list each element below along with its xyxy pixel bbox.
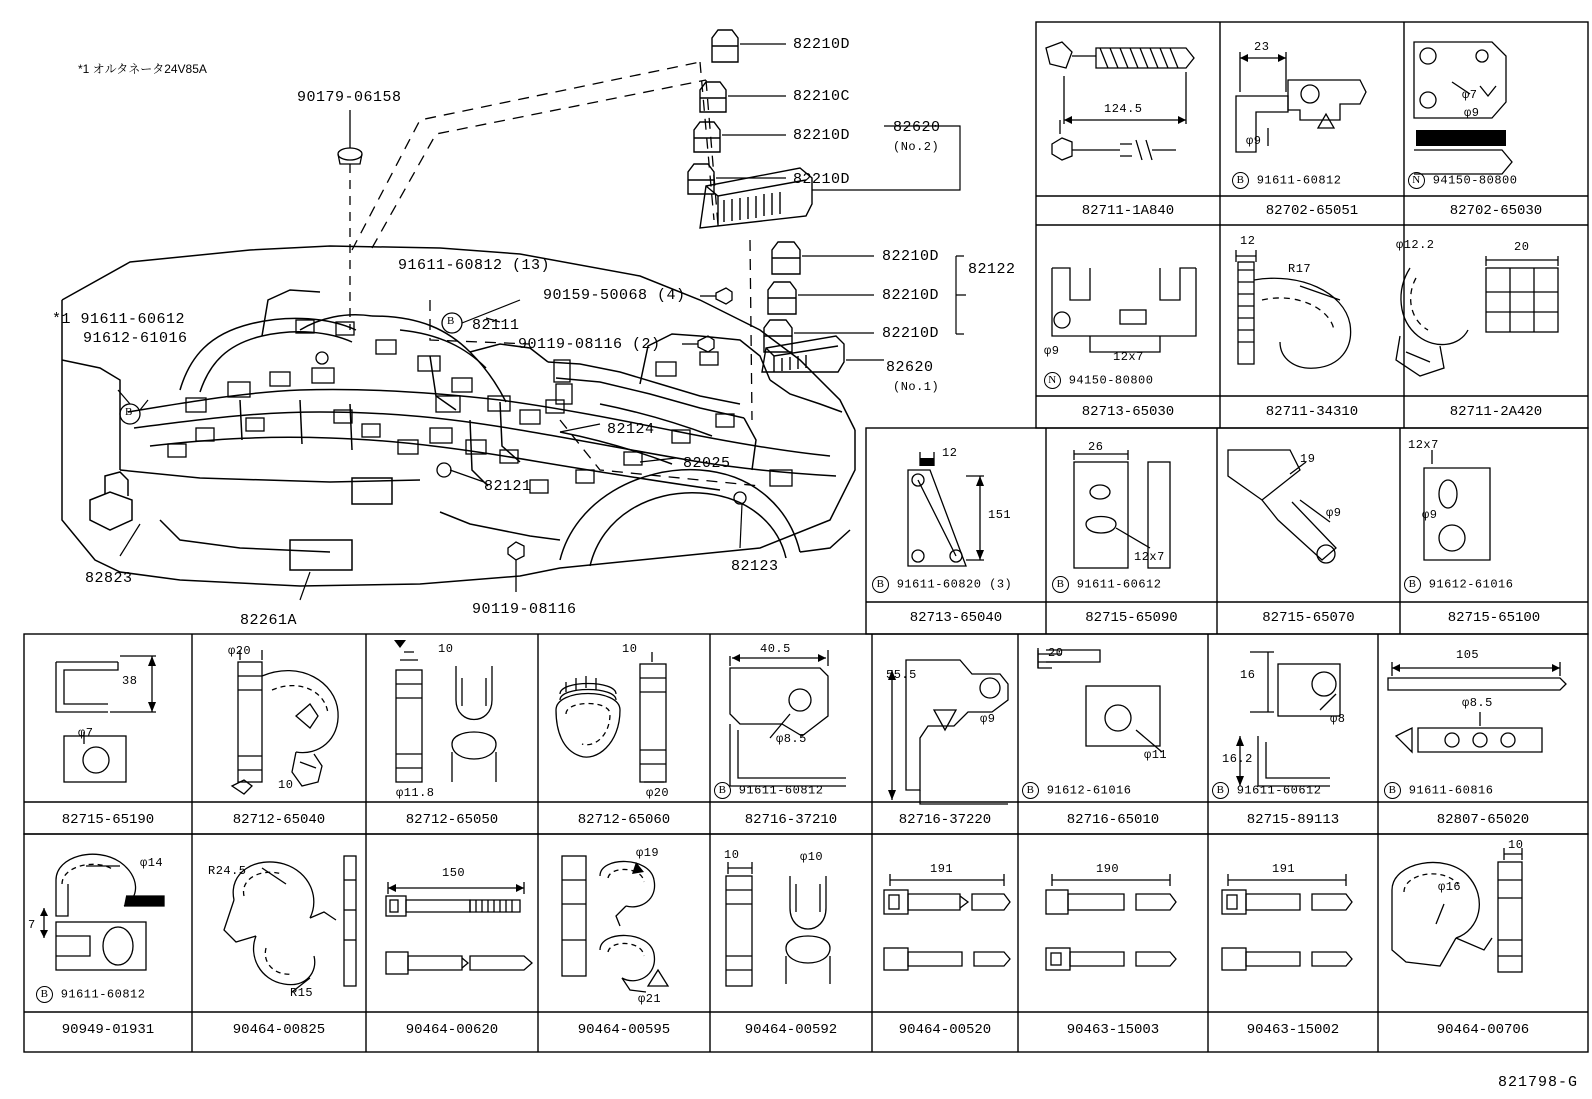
dim-phi9-65051: φ9 (1246, 134, 1262, 148)
badge-B-icon: B (36, 986, 53, 1003)
dim-10-00706: 10 (1508, 838, 1524, 852)
dim-19: 19 (1300, 452, 1316, 466)
label-82111: 82111 (472, 317, 520, 334)
dim-12-34310: 12 (1240, 234, 1256, 248)
badge-B-icon: B (1404, 576, 1421, 593)
code-82715-65100: 82715-65100 (1447, 610, 1541, 626)
code-82715-65190: 82715-65190 (61, 812, 155, 828)
dim-R15: R15 (290, 986, 314, 1000)
dim-55-5: 55.5 (886, 668, 917, 682)
code-82712-65050: 82712-65050 (405, 812, 499, 828)
dim-10-00592: 10 (724, 848, 740, 862)
dim-phi10: φ10 (800, 850, 824, 864)
badge-N-icon: N (1408, 172, 1425, 189)
code-82715-65090: 82715-65090 (1085, 610, 1178, 626)
dim-phi11-65010: φ11 (1144, 748, 1168, 762)
dim-20-37220: 20 (1048, 646, 1064, 660)
dim-191-b: 191 (1272, 862, 1296, 876)
label-82210C: 82210C (793, 88, 851, 105)
code-82712-65040: 82712-65040 (232, 812, 326, 828)
callout-91612-61016-b: B 91612-61016 (1022, 782, 1131, 799)
callout-91611-60820: B 91611-60820 (3) (872, 576, 1012, 593)
label-82620-no2-sub: (No.2) (893, 140, 940, 154)
dim-phi16: φ16 (1438, 880, 1462, 894)
dim-20-2A420: 20 (1514, 240, 1530, 254)
code-90464-00825: 90464-00825 (232, 1022, 326, 1038)
dim-phi8-89113: φ8 (1330, 712, 1346, 726)
code-90464-00620: 90464-00620 (405, 1022, 499, 1038)
code-82715-65070: 82715-65070 (1262, 610, 1355, 626)
dim-phi20-65040: φ20 (228, 644, 252, 658)
code-90464-00595: 90464-00595 (577, 1022, 671, 1038)
badge-N-icon: N (1044, 372, 1061, 389)
code-82807-65020: 82807-65020 (1436, 812, 1530, 828)
dim-phi21: φ21 (638, 992, 662, 1006)
label-90119-08116: 90119-08116 (472, 601, 577, 618)
code-82715-89113: 82715-89113 (1246, 812, 1340, 828)
dim-10-65060: 10 (622, 642, 638, 656)
callout-91611-60816: B 91611-60816 (1384, 782, 1493, 799)
code-82702-65051: 82702-65051 (1265, 203, 1359, 219)
label-82823: 82823 (85, 570, 133, 587)
dim-38: 38 (122, 674, 138, 688)
code-90464-00520: 90464-00520 (898, 1022, 992, 1038)
dim-16-2: 16.2 (1222, 752, 1253, 766)
dim-phi12-2: φ12.2 (1396, 238, 1435, 252)
dim-191-a: 191 (930, 862, 954, 876)
dim-R17: R17 (1288, 262, 1312, 276)
badge-B-icon: B (1212, 782, 1229, 799)
label-82620-no1-sub: (No.1) (893, 380, 940, 394)
badge-B-82111: B (447, 315, 455, 327)
badge-B-icon: B (872, 576, 889, 593)
dim-10-65040: 10 (278, 778, 294, 792)
code-82712-65060: 82712-65060 (577, 812, 671, 828)
label-82025: 82025 (683, 455, 731, 472)
label-91611-60812-13: 91611-60812 (13) (398, 257, 551, 274)
callout-91612-61016-a: B 91612-61016 (1404, 576, 1513, 593)
callout-91611-60612-b: B 91611-60612 (1212, 782, 1321, 799)
dim-phi11-8: φ11.8 (396, 786, 435, 800)
code-82713-65040: 82713-65040 (909, 610, 1003, 626)
code-82711-1A840: 82711-1A840 (1081, 203, 1175, 219)
code-82702-65030: 82702-65030 (1449, 203, 1543, 219)
callout-91611-60812-c: B 91611-60812 (36, 986, 145, 1003)
dim-phi9-37220: φ9 (980, 712, 996, 726)
callout-94150-80800-a: N 94150-80800 (1408, 172, 1517, 189)
label-82122: 82122 (968, 261, 1016, 278)
code-82713-65030: 82713-65030 (1081, 404, 1175, 420)
code-82716-37210: 82716-37210 (744, 812, 838, 828)
dim-phi9-65030b: φ9 (1044, 344, 1060, 358)
dim-phi9-65030: φ9 (1464, 106, 1480, 120)
code-82711-34310: 82711-34310 (1265, 404, 1359, 420)
label-82210D-6: 82210D (882, 325, 940, 342)
label-82121: 82121 (484, 478, 532, 495)
code-90464-00706: 90464-00706 (1436, 1022, 1530, 1038)
dim-phi8-5-65020: φ8.5 (1462, 696, 1493, 710)
dim-190: 190 (1096, 862, 1120, 876)
badge-B-alternator: B (125, 406, 133, 418)
code-90464-00592: 90464-00592 (744, 1022, 838, 1038)
dim-phi9-65070: φ9 (1326, 506, 1342, 520)
dim-phi7-65030: φ7 (1462, 88, 1478, 102)
dim-phi9-65100: φ9 (1422, 508, 1438, 522)
badge-B-icon: B (714, 782, 731, 799)
callout-91611-60812-b: B 91611-60812 (714, 782, 823, 799)
label-82124: 82124 (607, 421, 655, 438)
dim-124-5: 124.5 (1104, 102, 1143, 116)
code-82716-37220: 82716-37220 (898, 812, 992, 828)
dim-12x7-65030b: 12x7 (1113, 350, 1144, 364)
dim-10-65050: 10 (438, 642, 454, 656)
code-90463-15003: 90463-15003 (1066, 1022, 1160, 1038)
label-82210D-5: 82210D (882, 287, 940, 304)
code-82711-2A420: 82711-2A420 (1449, 404, 1543, 420)
dim-phi7-65190: φ7 (78, 726, 94, 740)
label-82261A: 82261A (240, 612, 298, 629)
label-82620-no1: 82620 (886, 359, 934, 376)
dim-12x7-65100: 12x7 (1408, 438, 1439, 452)
label-82210D-2: 82210D (793, 127, 851, 144)
label-82210D-4: 82210D (882, 248, 940, 265)
callout-91611-60612-a: B 91611-60612 (1052, 576, 1161, 593)
label-90179-06158: 90179-06158 (297, 89, 402, 106)
dim-phi19: φ19 (636, 846, 660, 860)
dim-16-89113: 16 (1240, 668, 1256, 682)
sheet-code: 821798-G (1497, 1074, 1578, 1091)
dim-R24-5: R24.5 (208, 864, 247, 878)
label-82123: 82123 (731, 558, 779, 575)
note-alternator: *1 オルタネータ24V85A (78, 62, 207, 76)
badge-B-icon: B (1052, 576, 1069, 593)
badge-B-icon: B (1232, 172, 1249, 189)
label-90119-08116-2: 90119-08116 (2) (518, 336, 661, 353)
label-90159-50068-4: 90159-50068 (4) (543, 287, 686, 304)
dim-12x7-65090: 12x7 (1134, 550, 1165, 564)
dim-26: 26 (1088, 440, 1104, 454)
dim-105: 105 (1456, 648, 1480, 662)
dim-phi8-5-37210: φ8.5 (776, 732, 807, 746)
code-90949-01931: 90949-01931 (61, 1022, 155, 1038)
dim-phi14: φ14 (140, 856, 164, 870)
label-82210D-3: 82210D (793, 171, 851, 188)
label-82620-no2: 82620 (893, 119, 941, 136)
dim-40-5: 40.5 (760, 642, 791, 656)
dim-7: 7 (28, 918, 36, 932)
code-82716-65010: 82716-65010 (1066, 812, 1160, 828)
dim-12-65040: 12 (942, 446, 958, 460)
label-91612-61016: 91612-61016 (83, 330, 188, 347)
dim-151: 151 (988, 508, 1012, 522)
dim-phi20-65060: φ20 (646, 786, 670, 800)
dim-23: 23 (1254, 40, 1270, 54)
code-90463-15002: 90463-15002 (1246, 1022, 1340, 1038)
badge-B-icon: B (1384, 782, 1401, 799)
badge-B-icon: B (1022, 782, 1039, 799)
dim-150: 150 (442, 866, 466, 880)
label-82210D-1: 82210D (793, 36, 851, 53)
callout-91611-60812-a: B 91611-60812 (1232, 172, 1341, 189)
callout-94150-80800-b: N 94150-80800 (1044, 372, 1153, 389)
label-91611-60612: *1 91611-60612 (52, 311, 186, 328)
